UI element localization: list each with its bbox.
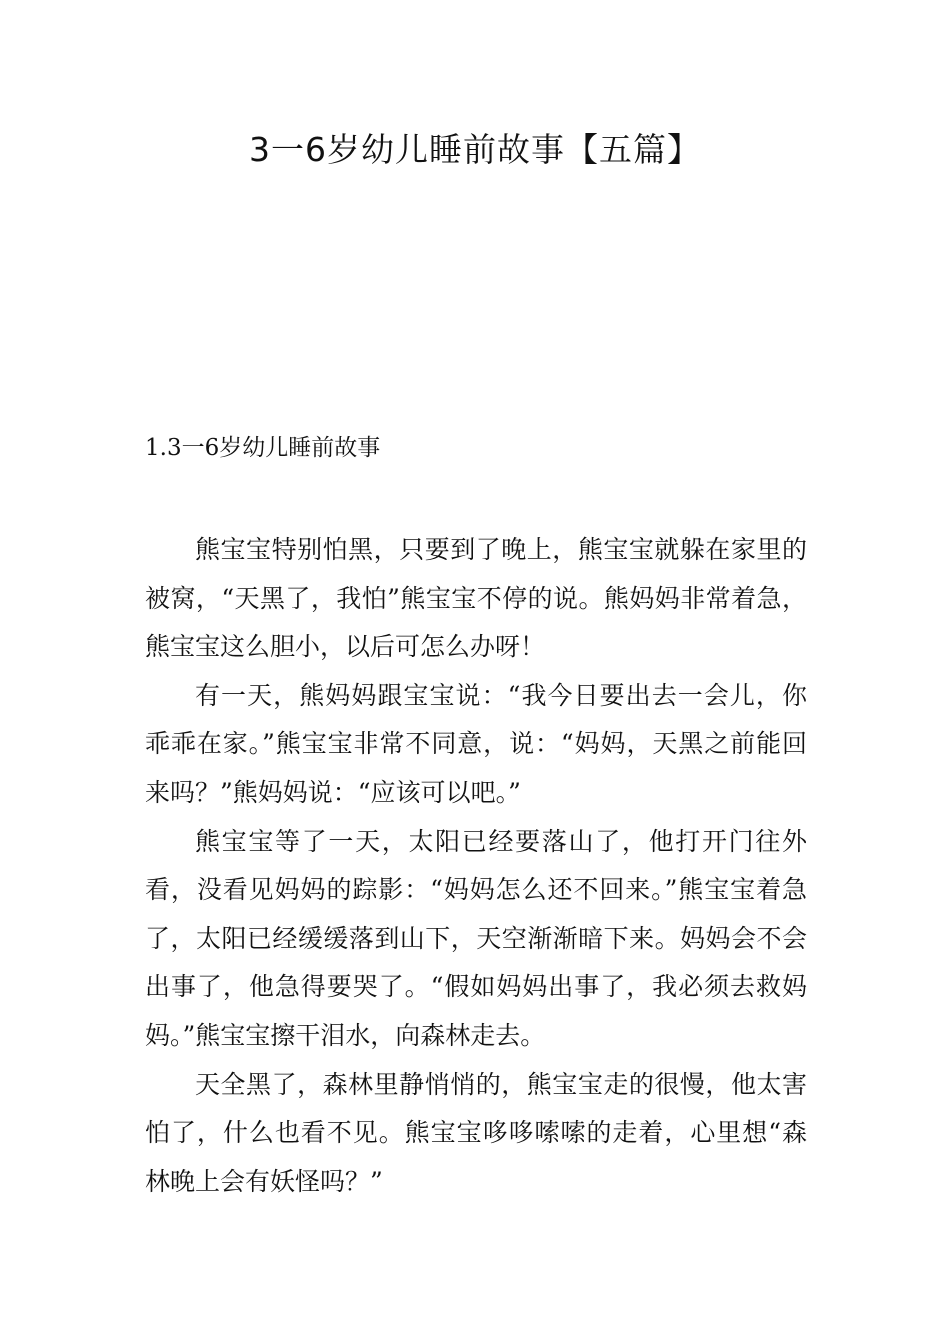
- section-heading: 1.3一6岁幼儿睡前故事: [145, 435, 381, 461]
- story-paragraph: 有一天，熊妈妈跟宝宝说：“我今日要出去一会儿，你乖乖在家。”熊宝宝非常不同意，说：“妈妈，天黑之前能回来吗？”熊妈妈说：“应该可以吧。”: [145, 680, 807, 807]
- story-paragraph: 熊宝宝特别怕黑，只要到了晚上，熊宝宝就躲在家里的被窝，“天黑了，我怕”熊宝宝不停的说。熊妈妈非常着急，熊宝宝这么胆小，以后可怎么办呀！: [145, 535, 807, 662]
- story-body: [145, 526, 807, 1206]
- story-paragraph: 熊宝宝等了一天，太阳已经要落山了，他打开门往外看，没看见妈妈的踪影：“妈妈怎么还不回来。”熊宝宝着急了，太阳已经缓缓落到山下，天空渐渐暗下来。妈妈会不会出事了，他急得要哭了。“假如妈妈出事了，我必须去救妈妈。”熊宝宝擦干泪水，向森林走去。: [145, 826, 807, 1050]
- document-title: 3一6岁幼儿睡前故事【五篇】: [249, 130, 701, 169]
- story-paragraph: 天全黑了，森林里静悄悄的，熊宝宝走的很慢，他太害怕了，什么也看不见。熊宝宝哆哆嗦嗦的走着，心里想“森林晚上会有妖怪吗？”: [145, 1069, 807, 1196]
